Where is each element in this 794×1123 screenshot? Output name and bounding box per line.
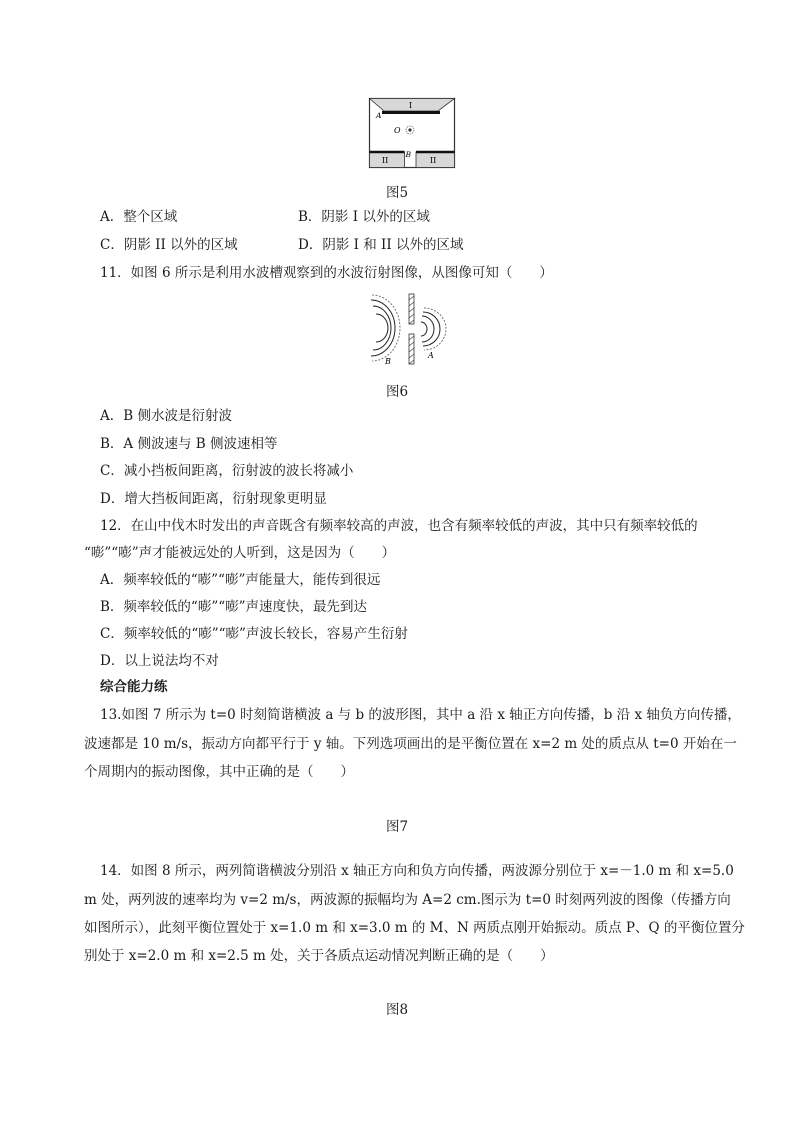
q12-stem-line-1: 12．在山中伐木时发出的声音既含有频率较高的声波，也含有频率较低的声波，其中只有频率较低的 <box>100 518 698 534</box>
q12-option-d: D．以上说法均不对 <box>100 653 219 669</box>
q14-line-3: 如图所示），此刻平衡位置处于 x=1.0 m 和 x=3.0 m 的 M、N 两质点刚开始振动。质点 P、Q 的平衡位置分 <box>84 920 745 936</box>
region-ii-right-label: II <box>430 156 437 165</box>
q11-option-b: B．A 侧波速与 B 侧波速相等 <box>100 436 278 452</box>
barrier-upper <box>409 294 414 324</box>
q13-line-3: 个周期内的振动图像，其中正确的是（ ） <box>84 764 354 780</box>
q10-option-a: A．整个区域 <box>100 209 178 225</box>
q10-option-b: B．阴影 I 以外的区域 <box>298 209 430 225</box>
q11-option-d: D．增大挡板间距离，衍射现象更明显 <box>100 491 327 507</box>
q12-option-b: B．频率较低的“嘭”“嘭”声速度快，最先到达 <box>100 599 368 615</box>
barrier-lower <box>409 334 414 364</box>
figure-8-caption: 图8 <box>385 1002 409 1018</box>
q14-line-1: 14．如图 8 所示，两列简谐横波分别沿 x 轴正方向和负方向传播，两波源分别位于 x=－1.0 m 和 x=5.0 <box>100 863 734 879</box>
point-o-label: O <box>394 126 401 135</box>
point-a-label: A <box>376 111 382 120</box>
figure-5-caption: 图5 <box>385 185 409 201</box>
q10-option-c: C．阴影 II 以外的区域 <box>100 237 238 253</box>
q13-line-2: 波速都是 10 m/s，振动方向都平行于 y 轴。下列选项画出的是平衡位置在 x=2 m 处的质点从 t=0 开始在一 <box>84 736 737 752</box>
region-i-label: I <box>409 101 413 110</box>
q11-option-c: C．减小挡板间距离，衍射波的波长将减小 <box>100 463 354 479</box>
figure-5-diagram <box>368 97 456 169</box>
q11-option-a: A．B 侧水波是衍射波 <box>100 408 232 424</box>
q14-line-4: 别处于 x=2.0 m 和 x=2.5 m 处，关于各质点运动情况判断正确的是（ ） <box>84 948 554 964</box>
q12-stem-line-2: “嘭”“嘭”声才能被远处的人听到，这是因为（ ） <box>84 545 396 561</box>
figure-6-diagram <box>370 292 454 366</box>
q12-option-c: C．频率较低的“嘭”“嘭”声波长较长，容易产生衍射 <box>100 626 408 642</box>
q13-line-1: 13.如图 7 所示为 t=0 时刻简谐横波 a 与 b 的波形图，其中 a 沿 x 轴正方向传播，b 沿 x 轴负方向传播， <box>100 707 741 723</box>
region-ii-left-label: II <box>382 156 389 165</box>
point-b-label: B <box>405 150 412 159</box>
figure-6-caption: 图6 <box>385 384 409 400</box>
q11-stem: 11．如图 6 所示是利用水波槽观察到的水波衍射图像，从图像可知（ ） <box>100 265 553 281</box>
figure-7-caption: 图7 <box>385 819 409 835</box>
label-b: B <box>385 357 391 366</box>
q10-option-d: D．阴影 I 和 II 以外的区域 <box>298 237 464 253</box>
q12-option-a: A．频率较低的“嘭”“嘭”声能量大，能传到很远 <box>100 572 381 588</box>
q14-line-2: m 处，两列波的速率均为 v=2 m/s，两波源的振幅均为 A=2 cm.图示为 t=0 时刻两列波的图像（传播方向 <box>84 892 731 908</box>
label-a: A <box>428 351 434 360</box>
section-title: 综合能力练 <box>100 679 168 695</box>
